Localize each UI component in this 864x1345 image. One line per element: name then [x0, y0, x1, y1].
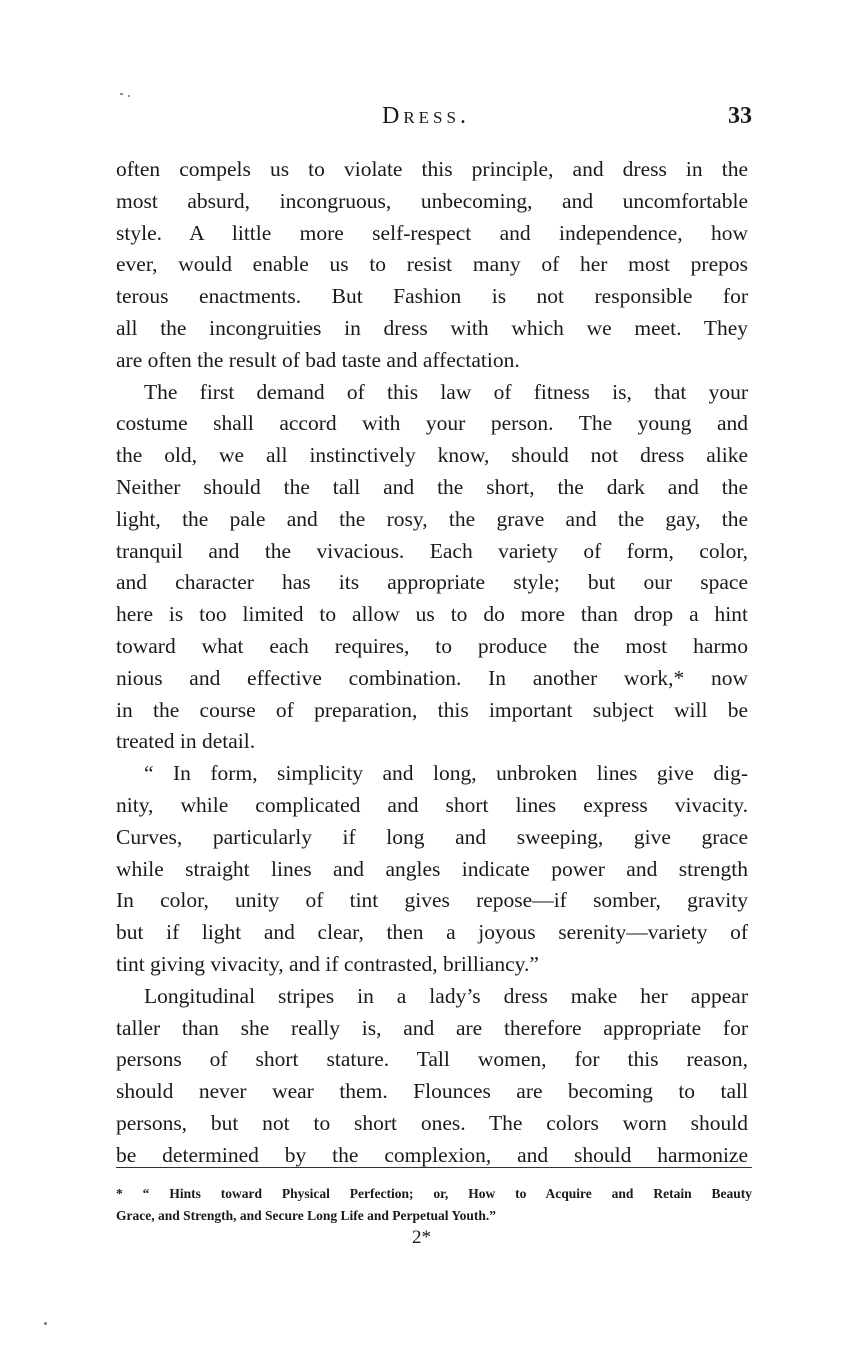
text-line: light, the pale and the rosy, the grave and the gay, the	[116, 506, 748, 531]
scan-speck	[128, 95, 130, 97]
text-line: nity, while complicated and short lines express vivacity.	[116, 792, 748, 817]
text-line: style. A little more self-respect and independence, how	[116, 220, 748, 245]
text-line: Neither should the tall and the short, the dark and the	[116, 474, 748, 499]
text-line: often compels us to violate this principle, and dress in the	[116, 157, 748, 181]
text-line: in the course of preparation, this important subject will be	[116, 697, 748, 722]
text-line: and character has its appropriate style; but our space	[116, 570, 748, 595]
text-line: the old, we all instinctively know, should not dress alike	[116, 443, 748, 468]
text-line: tranquil and the vivacious. Each variety of form, color,	[116, 538, 748, 563]
text-line: costume shall accord with your person. The young and	[116, 411, 748, 436]
paragraph-start-line: “ In form, simplicity and long, unbroken lines give dig-	[144, 761, 748, 786]
text-line: toward what each requires, to produce the most harmo	[116, 633, 748, 658]
footnote	[116, 1183, 752, 1227]
text-line: be determined by the complexion, and should harmonize	[116, 1142, 748, 1167]
text-line: all the incongruities in dress with which we meet. They	[116, 315, 748, 340]
text-line: Curves, particularly if long and sweeping, give grace	[116, 824, 748, 849]
paragraph-start-line: Longitudinal stripes in a lady’s dress make her appear	[144, 983, 748, 1008]
footnote-line: * “ Hints toward Physical Perfection; or, How to Acquire and Retain Beauty	[116, 1186, 752, 1201]
text-line: tint giving vivacity, and if contrasted, brilliancy.”	[116, 951, 539, 976]
text-line: here is too limited to allow us to do more than drop a hint	[116, 602, 748, 627]
text-line: while straight lines and angles indicate power and strength	[116, 856, 748, 881]
footnote-line: Grace, and Strength, and Secure Long Life and Perpetual Youth.”	[116, 1208, 497, 1223]
text-line: nious and effective combination. In another work,* now	[116, 665, 748, 690]
signature-mark: 2*	[412, 1227, 431, 1248]
text-line: taller than she really is, and are therefore appropriate for	[116, 1015, 748, 1040]
text-line: treated in detail.	[116, 729, 256, 754]
text-line: terous enactments. But Fashion is not responsible for	[116, 284, 748, 309]
scan-speck	[120, 93, 123, 95]
scan-speck	[44, 1322, 47, 1325]
text-line: ever, would enable us to resist many of her most prepos	[116, 252, 748, 277]
text-line: should never wear them. Flounces are becoming to tall	[116, 1079, 748, 1104]
text-line: persons of short stature. Tall women, for this reason,	[116, 1047, 748, 1072]
paragraph-start-line: The first demand of this law of fitness is, that your	[144, 379, 748, 404]
text-line: In color, unity of tint gives repose—if somber, gravity	[116, 888, 748, 913]
text-line: but if light and clear, then a joyous serenity—variety of	[116, 920, 748, 945]
text-line: are often the result of bad taste and affectation.	[116, 347, 520, 372]
text-line: persons, but not to short ones. The colors worn should	[116, 1110, 748, 1135]
footnote-rule	[116, 1167, 752, 1168]
running-head	[0, 98, 864, 134]
text-line: most absurd, incongruous, unbecoming, and uncomfortable	[116, 188, 748, 213]
body-text	[116, 154, 748, 1172]
running-head-title: Dress.	[382, 103, 470, 129]
page-number: 33	[728, 103, 752, 129]
